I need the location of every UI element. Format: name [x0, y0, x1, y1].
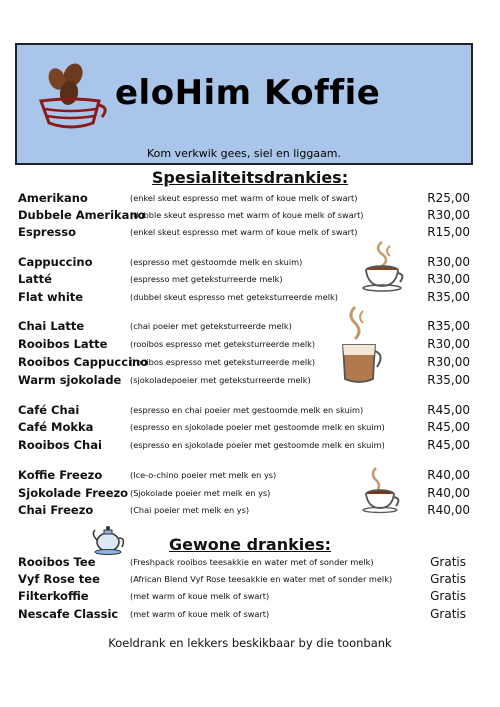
menu-item: [18, 420, 470, 436]
regular-drinks-title: Gewone drankies:: [169, 535, 331, 554]
item-name: Espresso: [18, 225, 76, 239]
item-name: Rooibos Tee: [18, 555, 96, 569]
item-desc: (dubble skeut espresso met warm of koue melk of swart): [130, 210, 364, 220]
menu-item: [18, 555, 470, 571]
item-price: R35,00: [427, 373, 470, 387]
item-name: Sjokolade Freezo: [18, 486, 129, 500]
menu-item: [18, 191, 470, 207]
brand-name: eloHim Koffie: [115, 73, 381, 113]
item-name: Warm sjokolade: [18, 373, 122, 387]
item-desc: (rooibos espresso met geteksturreerde melk): [130, 339, 316, 349]
item-name: Nescafe Classic: [18, 607, 119, 621]
item-desc: (rooibos espresso met geteksturreerde melk): [130, 357, 316, 367]
item-price: R45,00: [427, 403, 470, 417]
menu-item: [18, 438, 470, 454]
menu-item: [18, 403, 470, 419]
footer-note: Koeldrank en lekkers beskikbaar by die toonbank: [108, 636, 392, 650]
coffee-mug-icon: [360, 466, 404, 514]
menu-item: [18, 572, 470, 588]
item-name: Koffie Freezo: [18, 468, 103, 482]
item-name: Latté: [18, 272, 52, 286]
item-price: R15,00: [427, 225, 470, 239]
item-price: R35,00: [427, 319, 470, 333]
latte-glass-icon: [335, 305, 385, 387]
item-price: R30,00: [427, 208, 470, 222]
item-price: R30,00: [427, 337, 470, 351]
item-desc: (espresso met gestoomde melk en skuim): [130, 257, 303, 267]
item-price: Gratis: [430, 607, 466, 621]
menu-item: [18, 337, 470, 353]
item-desc: (chai poeier met geteksturreerde melk): [130, 321, 292, 331]
item-name: Amerikano: [18, 191, 88, 205]
item-price: R35,00: [427, 290, 470, 304]
item-name: Café Chai: [18, 403, 80, 417]
item-desc: (dubbel skeut espresso met geteksturreerde melk): [130, 292, 338, 302]
item-price: R30,00: [427, 355, 470, 369]
item-desc: (sjokoladepoeier met geteksturreerde melk): [130, 375, 311, 385]
menu-item: [18, 589, 470, 605]
item-desc: (enkel skeut espresso met warm of koue melk of swart): [130, 227, 358, 237]
tagline: Kom verkwik gees, siel en liggaam.: [146, 147, 342, 160]
item-price: R40,00: [427, 468, 470, 482]
item-desc: (espresso en sjokolade poeier met gestoomde melk en skuim): [130, 422, 385, 432]
item-desc: (Chai poeier met melk en ys): [130, 505, 250, 515]
item-desc: (Sjokolade poeier met melk en ys): [130, 488, 271, 498]
menu-item: [18, 355, 470, 371]
coffee-cup-logo-icon: [31, 53, 111, 133]
item-desc: (espresso en sjokolade poeier met gestoomde melk en skuim): [130, 440, 385, 450]
teapot-icon: [92, 520, 126, 556]
item-price: Gratis: [430, 589, 466, 603]
item-name: Dubbele Amerikano: [18, 208, 146, 222]
item-desc: (met warm of koue melk of swart): [130, 609, 270, 619]
menu-item: [18, 373, 470, 389]
coffee-cup-icon: [360, 238, 408, 292]
item-desc: (met warm of koue melk of swart): [130, 591, 270, 601]
item-price: R45,00: [427, 420, 470, 434]
item-price: R40,00: [427, 486, 470, 500]
special-drinks-title: Spesialiteitsdrankies:: [151, 168, 349, 187]
item-price: R30,00: [427, 272, 470, 286]
item-price: Gratis: [430, 555, 466, 569]
item-desc: (Ice-o-chino poeier met melk en ys): [130, 470, 277, 480]
item-name: Flat white: [18, 290, 84, 304]
item-desc: (espresso en chai poeier met gestoomde melk en skuim): [130, 405, 364, 415]
item-price: R40,00: [427, 503, 470, 517]
item-name: Chai Freezo: [18, 503, 94, 517]
item-name: Rooibos Cappuccino: [18, 355, 149, 369]
item-desc: (enkel skeut espresso met warm of koue melk of swart): [130, 193, 358, 203]
item-price: R25,00: [427, 191, 470, 205]
item-price: Gratis: [430, 572, 466, 586]
item-desc: (African Blend Vyf Rose teesakkie en water met of sonder melk): [130, 574, 393, 584]
menu-item: [18, 319, 470, 335]
item-name: Café Mokka: [18, 420, 94, 434]
item-name: Rooibos Chai: [18, 438, 102, 452]
menu-item: [18, 208, 470, 224]
item-name: Chai Latte: [18, 319, 85, 333]
item-price: R45,00: [427, 438, 470, 452]
item-name: Cappuccino: [18, 255, 93, 269]
header-banner: [15, 43, 473, 165]
menu-item: [18, 290, 470, 306]
item-price: R30,00: [427, 255, 470, 269]
item-name: Vyf Rose tee: [18, 572, 100, 586]
item-name: Filterkoffie: [18, 589, 89, 603]
item-desc: (espresso met geteksturreerde melk): [130, 274, 283, 284]
menu-item: [18, 607, 470, 623]
item-name: Rooibos Latte: [18, 337, 108, 351]
item-desc: (Freshpack rooibos teesakkie en water met of sonder melk): [130, 557, 374, 567]
